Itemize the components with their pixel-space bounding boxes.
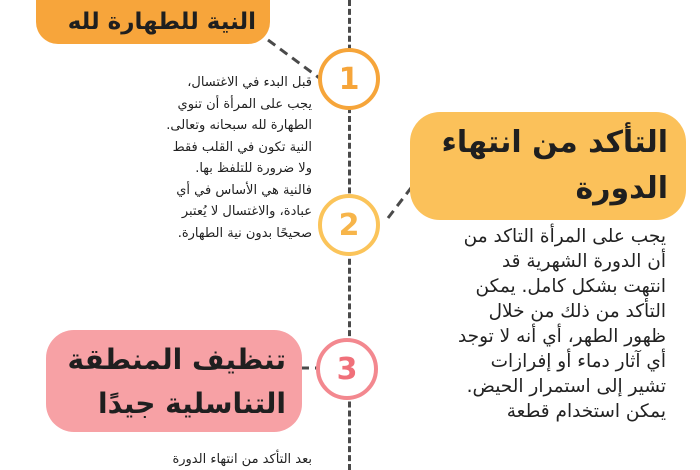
step-1-title: النية للطهارة لله xyxy=(36,0,270,44)
step-3-description: بعد التأكد من انتهاء الدورة xyxy=(172,452,312,467)
step-3-title: تنظيف المنطقة التناسلية جيدًا xyxy=(46,330,302,432)
step-3-number: 3 xyxy=(316,338,378,400)
step-1-description: قبل البدء في الاغتسال، يجب على المرأة أن تنوي الطهارة لله سبحانه وتعالى. النية تكون في القلب فقط ولا ضرورة للتلفظ بها. فالنية هي الأساس في أي عبادة، والاغتسال لا يُعتبر صحيحًا بدون نية الطهارة. xyxy=(166,75,312,241)
step-2-description: يجب على المرأة التاكد من أن الدورة الشهرية قد انتهت بشكل كامل. يمكن التأكد من ذلك من خلال ظهور الطهر، أي أنه لا توجد أي آثار دماء أو إفرازات تشير إلى استمرار الحيض. يمكن استخدام قطعة xyxy=(457,226,666,422)
step-2-title: التأكد من انتهاء الدورة xyxy=(410,112,686,220)
step-1-number: 1 xyxy=(318,48,380,110)
step-2-number: 2 xyxy=(318,194,380,256)
